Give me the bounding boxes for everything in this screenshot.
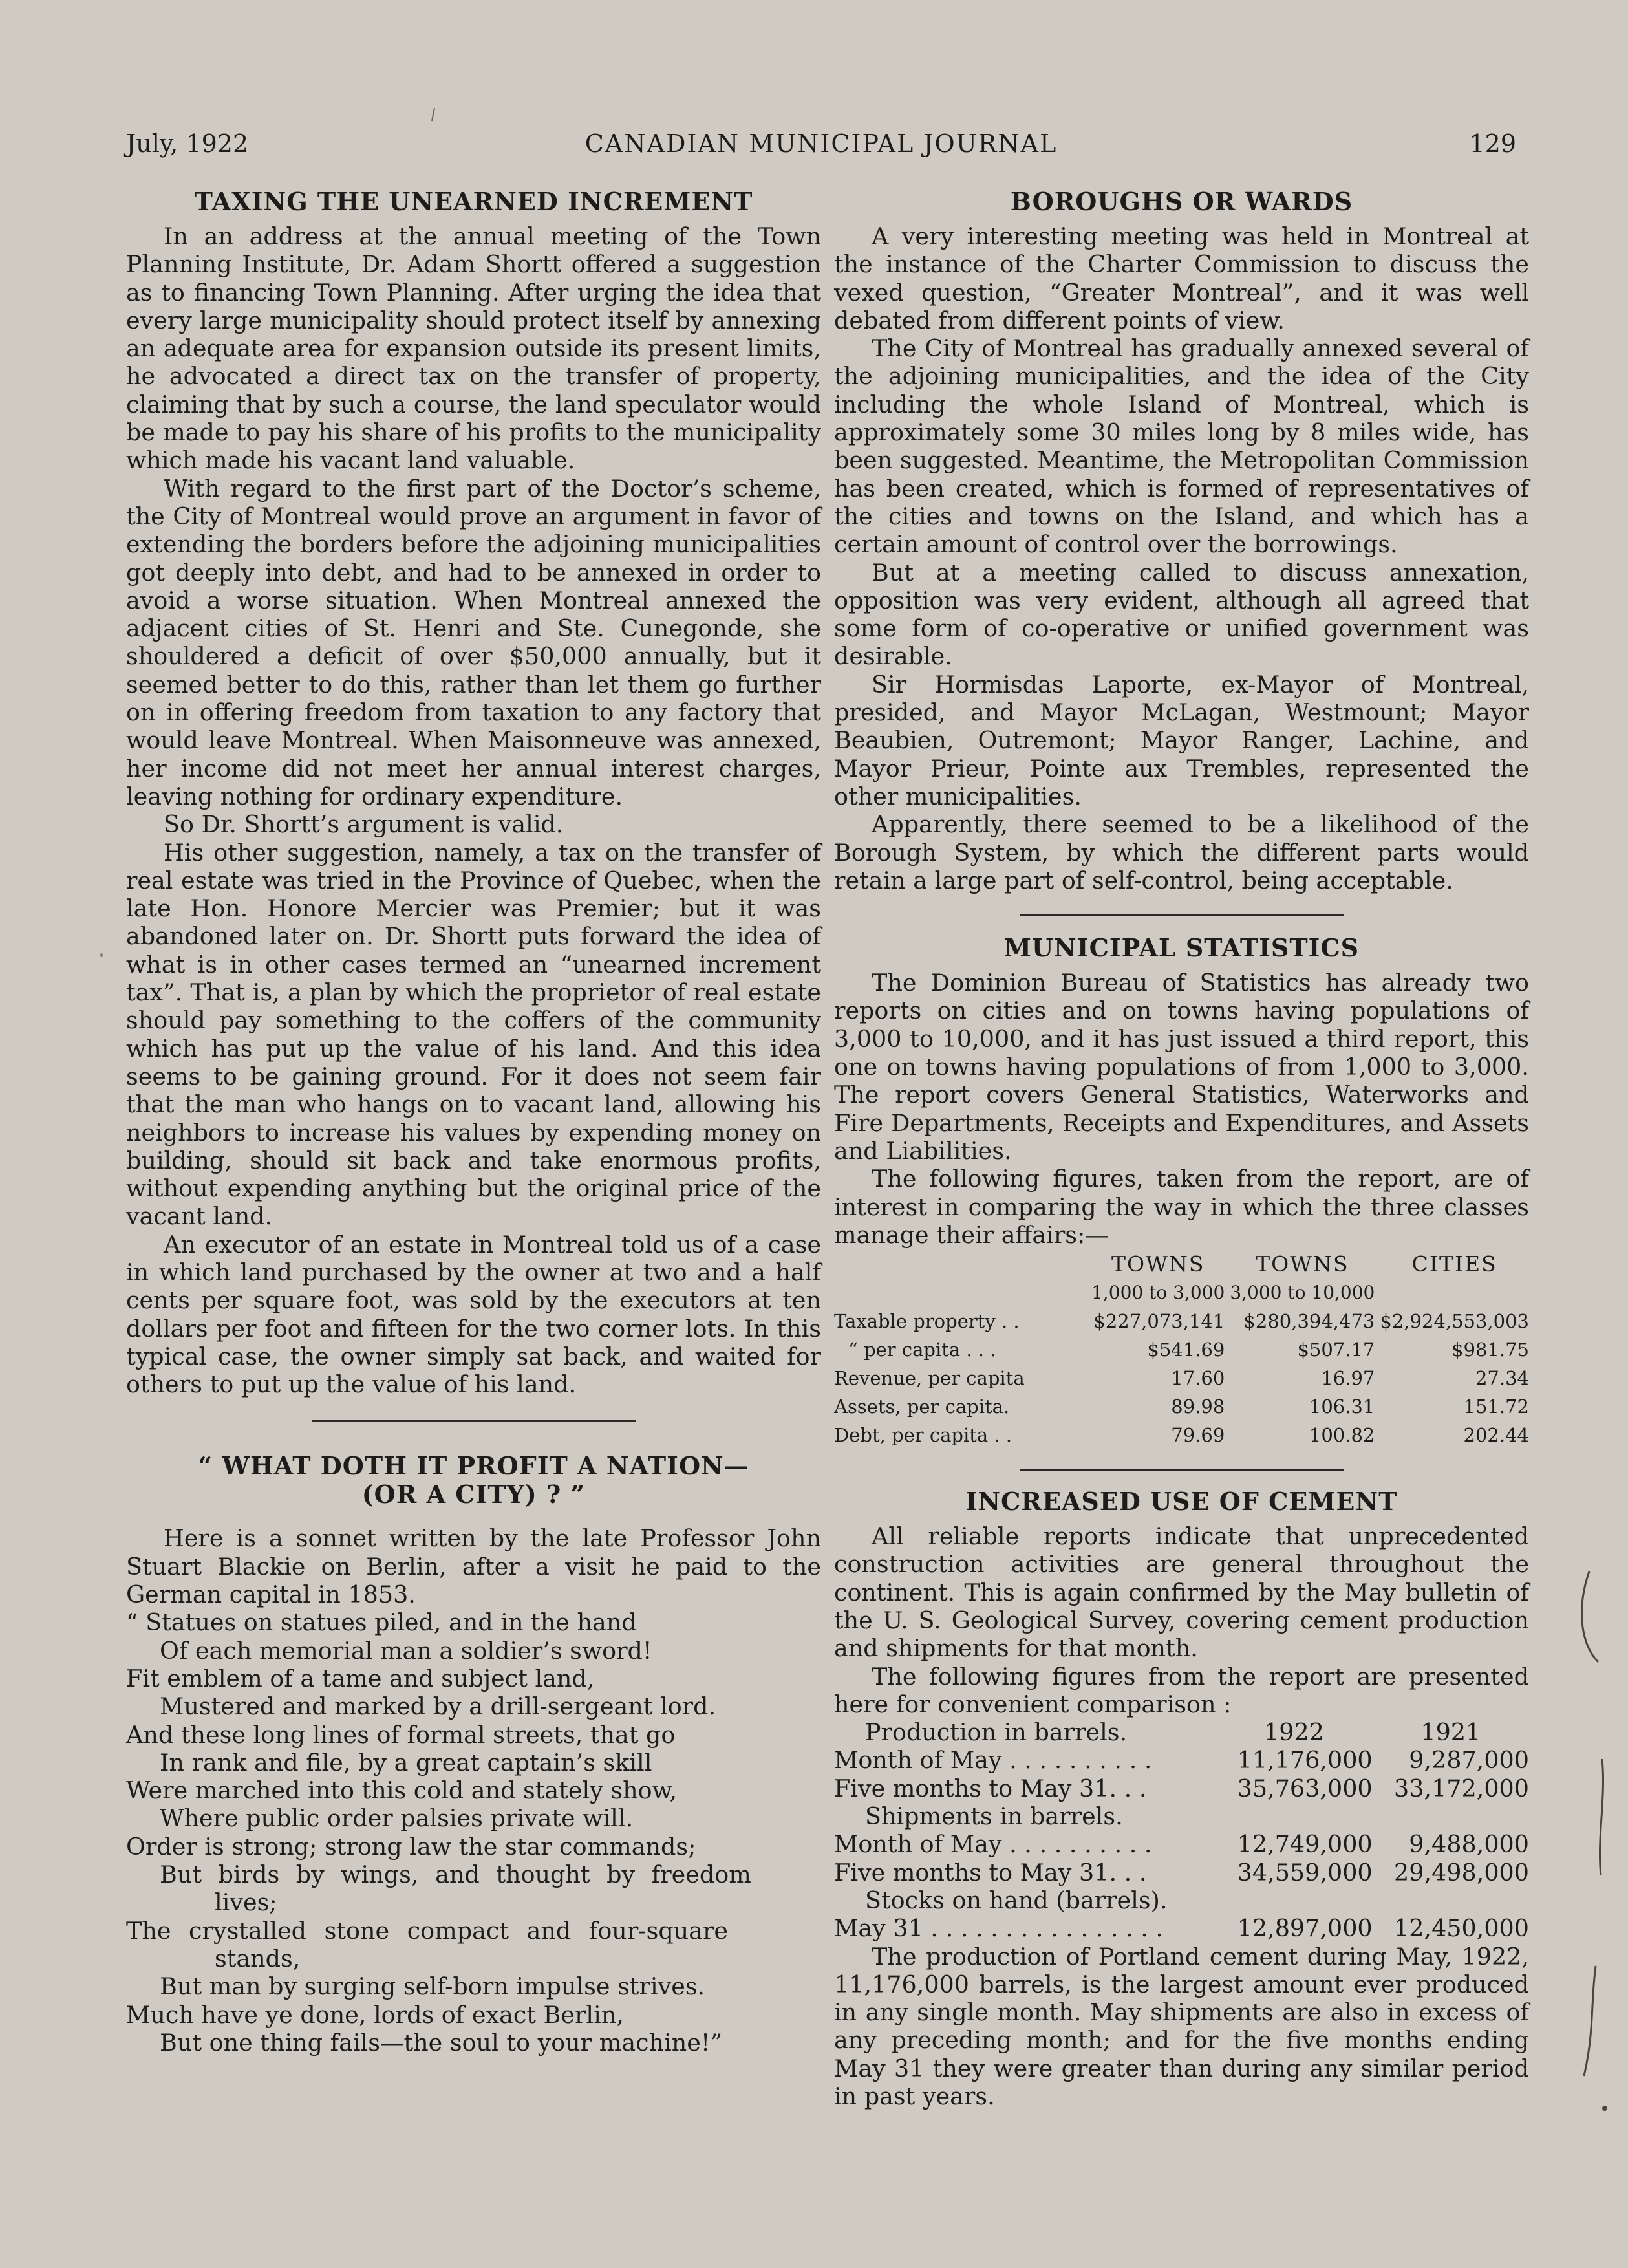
article-paragraph: His other suggestion, namely, a tax on the transfer of real estate was tried in the Province of Quebec, when the late Hon. Honore Mercier was Premier; but it was abandoned later on. Dr. Shortt puts forward the idea of what is in other cases termed an “unearned increment tax”. That is, a plan by which the proprietor of real estate should pay something to the coffers of the community which has put up the value of his land. And this idea seems to be gaining ground. For it does not seem fair that the man who hangs on to vacant land, allowing his neighbors to increase his values by expending money on building, should sit back and take enormous profits, without expending anything but the original price of the vacant land. [126, 838, 821, 1231]
issue-date: July, 1922 [126, 129, 249, 158]
row-label: Month of May . . . . . . . . . . [834, 1746, 1152, 1775]
row-label: Month of May . . . . . . . . . . [834, 1830, 1152, 1859]
article-municipal-statistics [834, 934, 1529, 1449]
table-cell: $227,073,141 [1093, 1310, 1225, 1333]
sonnet [126, 1608, 821, 2057]
article-boroughs-or-wards [834, 188, 1529, 894]
title-line: “ WHAT DOTH IT PROFIT A NATION— [198, 1451, 749, 1481]
column-subheader: 1,000 to 3,000 [1091, 1282, 1225, 1304]
section-heading: Production in barrels. [865, 1718, 1128, 1747]
row-label: Taxable property . . [834, 1310, 1020, 1333]
table-cell: 79.69 [1171, 1424, 1225, 1447]
table-cell: 12,749,000 [1237, 1830, 1373, 1859]
row-label: May 31 . . . . . . . . . . . . . . . . [834, 1914, 1164, 1943]
poem-line: Mustered and marked by a drill-sergeant lord. [160, 1692, 716, 1721]
article-title: BOROUGHS OR WARDS [1010, 187, 1353, 216]
column-subheader: 3,000 to 10,000 [1230, 1282, 1375, 1304]
column-header: 1922 [1264, 1718, 1324, 1747]
table-cell: $280,394,473 [1243, 1310, 1375, 1333]
table-header-row [834, 1718, 1529, 1746]
section-divider [1020, 1469, 1344, 1471]
article-paragraph: The Dominion Bureau of Statistics has already two reports on cities and on towns having populations of 3,000 to 10,000, and it has just issued a third report, this one on towns having populations of from 1,000 to 3,000. The report covers General Statistics, Waterworks and Fire Departments, Receipts and Expenditures, and Assets and Liabilities. [834, 969, 1529, 1165]
margin-pencil-mark [1565, 1565, 1610, 2121]
table-cell: 11,176,000 [1237, 1746, 1373, 1775]
section-divider [1020, 914, 1344, 916]
article-increased-use-of-cement [834, 1487, 1529, 2110]
table-section-row [834, 1886, 1529, 1914]
article-paragraph: With regard to the first part of the Doctor’s scheme, the City of Montreal would prove an argument in favor of extending the borders before the adjoining municipalities got deeply into debt, and had to be annexed in order to avoid a worse situation. When Montreal annexed the adjacent cities of St. Henri and Ste. Cunegonde, she shouldered a deficit of over $50,000 annually, but it seemed better to do this, rather than let them go further on in offering freedom from taxation to any factory that would leave Montreal. When Maisonneuve was annexed, her income did not meet her annual interest charges, leaving nothing for ordinary expenditure. [126, 474, 821, 810]
table-cell: 12,450,000 [1394, 1914, 1529, 1943]
table-cell: 16.97 [1321, 1367, 1375, 1390]
table-cell: 9,488,000 [1409, 1830, 1529, 1859]
table-row [834, 1335, 1529, 1364]
section-heading: Shipments in barrels. [865, 1802, 1123, 1831]
row-label: Revenue, per capita [834, 1367, 1025, 1390]
section-divider [312, 1420, 636, 1422]
column-header: CITIES [1411, 1251, 1497, 1277]
poem-line: Where public order palsies private will. [160, 1804, 634, 1833]
table-cell: $2,924,553,003 [1380, 1310, 1529, 1333]
cement-table [834, 1718, 1529, 1942]
article-paragraph: The production of Portland cement during May, 1922, 11,176,000 barrels, is the largest amount ever produced in any single month. May shipments are also in excess of any preceding month; and for the five months ending May 31 they were greater than during any similar period in past years. [834, 1942, 1529, 2111]
table-cell: 106.31 [1309, 1396, 1375, 1418]
article-what-doth-it-profit [126, 1452, 821, 2057]
article-title: TAXING THE UNEARNED INCREMENT [194, 187, 753, 216]
article-paragraph: Here is a sonnet written by the late Professor John Stuart Blackie on Berlin, after a visit he paid to the German capital in 1853. [126, 1524, 821, 1609]
table-cell: $507.17 [1297, 1339, 1375, 1361]
article-paragraph: An executor of an estate in Montreal told us of a case in which land purchased by the owner at two and a half cents per square foot, was sold by the executors at ten dollars per foot and fifteen for the two corner lots. In this typical case, the owner simply sat back, and waited for others to put up the value of his land. [126, 1230, 821, 1399]
article-title [126, 1452, 821, 1509]
poem-line: In rank and file, by a great captain’s skill [160, 1748, 652, 1777]
table-cell: 33,172,000 [1394, 1774, 1529, 1802]
row-label: Assets, per capita. [834, 1396, 1010, 1418]
table-row [834, 1392, 1529, 1421]
table-cell: 89.98 [1171, 1396, 1225, 1418]
scan-mark [97, 951, 106, 960]
table-row [834, 1830, 1529, 1858]
poem-line: But man by surging self-born impulse strives. [160, 1972, 705, 2001]
column-header: TOWNS [1256, 1251, 1349, 1277]
poem-line: But birds by wings, and thought by freedom [160, 1861, 751, 1889]
article-paragraph: The following figures, taken from the report, are of interest in comparing the way in which the three classes manage their affairs:— [834, 1165, 1529, 1249]
article-taxing-unearned-increment [126, 188, 821, 1398]
article-paragraph: Apparently, there seemed to be a likelihood of the Borough System, by which the different parts would retain a large part of self-control, being acceptable. [834, 810, 1529, 894]
row-label: Five months to May 31. . . [834, 1858, 1147, 1886]
poem-line: Of each memorial man a soldier’s sword! [160, 1636, 652, 1665]
table-header-row [834, 1250, 1529, 1279]
poem-line: “ Statues on statues piled, and in the hand [126, 1608, 637, 1637]
column-header: 1921 [1420, 1718, 1481, 1747]
row-label: Debt, per capita . . [834, 1424, 1012, 1447]
column-subheader [1375, 1279, 1529, 1307]
section-heading: Stocks on hand (barrels). [865, 1886, 1168, 1914]
table-cell: 202.44 [1463, 1424, 1529, 1447]
table-cell: 35,763,000 [1237, 1774, 1373, 1802]
article-paragraph: But at a meeting called to discuss annexation, opposition was very evident, although all agreed that some form of co-operative or unified government was desirable. [834, 558, 1529, 671]
table-row [834, 1746, 1529, 1774]
table-row [834, 1914, 1529, 1942]
row-label: “ per capita . . . [848, 1339, 996, 1361]
table-row [834, 1775, 1529, 1802]
table-cell: 9,287,000 [1409, 1746, 1529, 1775]
right-column [834, 188, 1529, 2110]
poem-line: Fit emblem of a tame and subject land, [126, 1664, 595, 1692]
table-row [834, 1859, 1529, 1886]
article-paragraph: Sir Hormisdas Laporte, ex-Mayor of Montreal, presided, and Mayor McLagan, Westmount; Mayor Beaubien, Outremont; Mayor Ranger, Lachine, and Mayor Prieur, Pointe aux Trembles, represented the other municipalities. [834, 670, 1529, 810]
poem-line: But one thing fails—the soul to your machine!” [160, 2028, 723, 2057]
poem-line: Were marched into this cold and stately show, [126, 1777, 678, 1805]
table-subheader-row [834, 1279, 1529, 1307]
title-line: (OR A CITY) ? ” [361, 1480, 586, 1509]
table-row [834, 1421, 1529, 1449]
table-cell: 34,559,000 [1237, 1858, 1373, 1886]
table-cell: 100.82 [1309, 1424, 1375, 1447]
table-section-row [834, 1802, 1529, 1830]
article-paragraph: In an address at the annual meeting of the Town Planning Institute, Dr. Adam Shortt offered a suggestion as to financing Town Planning. After urging the idea that every large municipality should protect itself by annexing an adequate area for expansion outside its present limits, he advocated a direct tax on the transfer of property, claiming that by such a course, the land speculator would be made to pay his share of his profits to the municipality which made his vacant land valuable. [126, 222, 821, 475]
poem-line: The crystalled stone compact and four-square [126, 1916, 729, 1945]
column-header: TOWNS [1111, 1251, 1205, 1277]
table-row [834, 1307, 1529, 1335]
scan-mark [430, 107, 436, 122]
poem-line: lives; [215, 1888, 277, 1917]
table-row [834, 1364, 1529, 1392]
article-paragraph: All reliable reports indicate that unprecedented construction activities are general throughout the continent. This is again confirmed by the May bulletin of the U. S. Geological Survey, covering cement production and shipments for that month. [834, 1522, 1529, 1663]
journal-title: CANADIAN MUNICIPAL JOURNAL [584, 129, 1058, 158]
poem-line: Much have ye done, lords of exact Berlin, [126, 2000, 624, 2029]
table-cell: $541.69 [1147, 1339, 1225, 1361]
article-title: INCREASED USE OF CEMENT [965, 1487, 1398, 1517]
article-title: MUNICIPAL STATISTICS [1003, 933, 1360, 963]
left-column [126, 188, 821, 2057]
table-cell: 29,498,000 [1394, 1858, 1529, 1886]
row-label: Five months to May 31. . . [834, 1774, 1147, 1802]
table-cell: $981.75 [1451, 1339, 1529, 1361]
table-cell: 27.34 [1475, 1367, 1529, 1390]
poem-line: stands, [215, 1944, 301, 1972]
article-paragraph: The following figures from the report are presented here for convenient comparison : [834, 1662, 1529, 1718]
running-head [126, 129, 1516, 166]
article-paragraph: A very interesting meeting was held in Montreal at the instance of the Charter Commission to discuss the vexed question, “Greater Montreal”, and it was well debated from different points of view. [834, 222, 1529, 334]
table-cell: 151.72 [1463, 1396, 1529, 1418]
article-paragraph: The City of Montreal has gradually annexed several of the adjoining municipalities, and the idea of the City including the whole Island of Montreal, which is approximately some 30 miles long by 8 miles wide, has been suggested. Meantime, the Metropolitan Commission has been created, which is formed of representatives of the cities and towns on the Island, and which has a certain amount of control over the borrowings. [834, 334, 1529, 559]
statistics-table [834, 1250, 1529, 1449]
table-cell: 17.60 [1171, 1367, 1225, 1390]
poem-line: Order is strong; strong law the star commands; [126, 1832, 696, 1861]
article-paragraph: So Dr. Shortt’s argument is valid. [164, 810, 564, 839]
poem-line: And these long lines of formal streets, that go [126, 1720, 676, 1749]
table-cell: 12,897,000 [1237, 1914, 1373, 1943]
page-number: 129 [1469, 129, 1516, 158]
